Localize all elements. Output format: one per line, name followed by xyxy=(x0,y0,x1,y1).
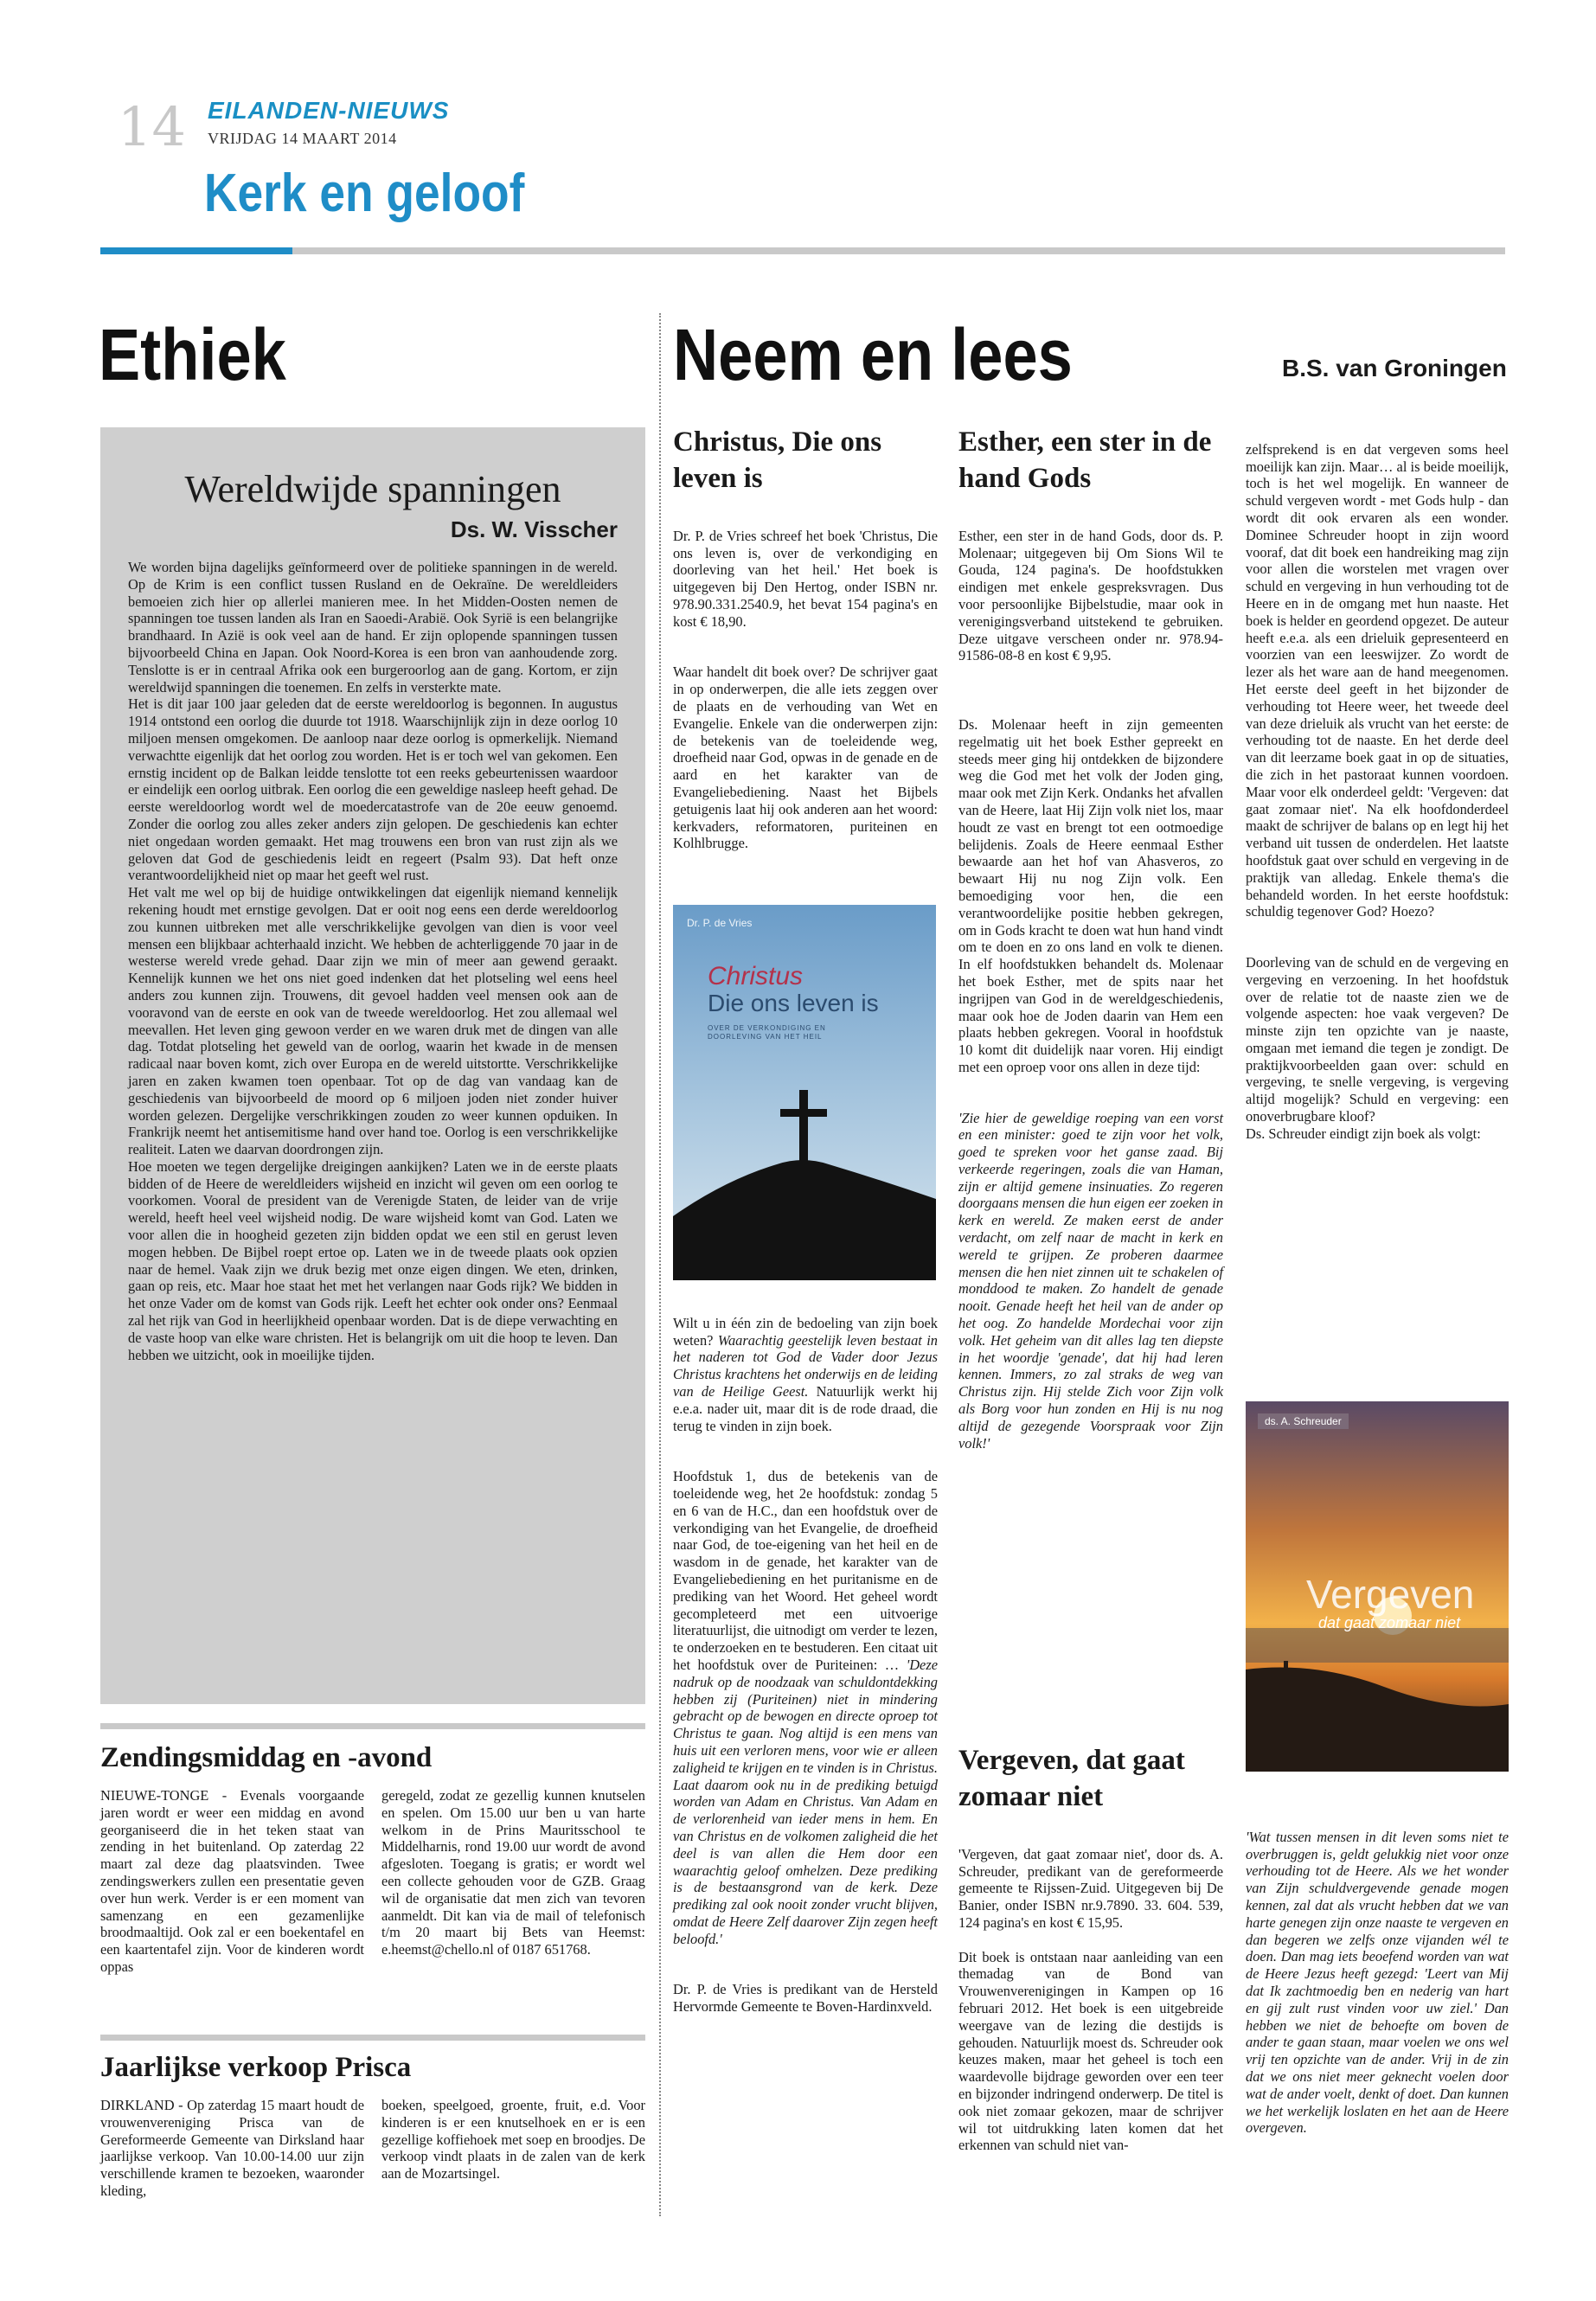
article-body: We worden bijna dagelijks geïnformeerd over de politieke spanningen in de wereld. Op de Krim is een conflict tussen Rusland en de Oekraïne. De wereldleiders bemoeien zich hier op allerlei manieren mee. In het Midden-Oosten nemen de spanningen toe tussen landen als Iran en Saoedi-Arabië. Ook Syrië is een belangrijke brandhaard. In Azië is ook veel aan de hand. Er zijn oplopende spanningen tussen bijvoorbeeld China en Japan. Ook Noord-Korea is een bron van aanhoudende zorg. Tenslotte is er in centraal Afrika ook een burgeroorlog aan de gang. Kortom, er zijn wereldwijd spanningen die toenemen. En zelfs in versterkte mate. Het is dit jaar 100 jaar geleden dat de eerste wereldoorlog is begonnen. In augustus 1914 ontstond een oorlog die duurde tot 1918. Waarschijnlijk zijn in deze oorlog 10 miljoen mensen omgekomen. De aanloop naar deze oorlog is opmerkelijk. Niemand verwachtte eigenlijk dat het oorlog zou worden. Het is er toch wel van gekomen. Een ernstig incident op de Balkan leidde tenslotte tot een reeks gebeurtenissen waardoor er eindelijk een oorlog uitbrak. Een oorlog die een geweldige nasleep heeft gehad. De eerste wereldoorlog wordt wel de moedercatastrofe van de 20e eeuw genoemd. Zonder die oorlog zou alles zeker anders zijn gelopen. De geschiedenis kan echter niet ongedaan worden gemaakt. Het mag trouwens een bron van rust zijn als we geloven dat God de geschiedenis leidt en regeert (Psalm 93). Dat heft onze verantwoordelijkheid niet op maar het geeft wel rust. Het valt me wel op bij de huidige ontwikkelingen dat eigenlijk niemand kennelijk rekening houdt met ernstige gevolgen. Dat er ooit nog eens een derde wereldoorlog zou kunnen uitbreken met alle verschrikkelijke gevolgen van dien is voor veel mensen een blijkbaar achterhaald inzicht. We hebben de achterliggende 70 jaar in de westerse wereld vrede gehad. Daar zijn we min of meer aan gewend geraakt. Kennelijk kunnen we het ons niet goed indenken dat het plotseling wel eens heel anders zou kunnen zijn. Trouwens, dit gevoel hadden veel mensen ook aan de vooravond van de eerste en ook van de tweede wereldoorlog. Het zou allemaal wel meevallen. Het leven ging gewoon verder en we waren druk met de dingen van alle dag. Totdat plotseling het geweld van de oorlog, waarin het kwade in de mensen radicaal naar boven komt, zich over Europa en de wereld uitstortte. Verschrikkelijke jaren en zaken kwamen toen openbaar. Tot op de dag van vandaag kan de geschiedenis van bijvoorbeeld de moord op 6 miljoen joden niet zonder huiver worden gelezen. Dergelijke verschrikkingen zouden zo weer kunnen opduiken. In Frankrijk neemt het antisemitisme hand over hand toe. Oorlog is een verschrikkelijke realiteit. Laten we daarvan doordrongen zijn. Hoe moeten we tegen dergelijke dreigingen aankijken? Laten we in de eerste plaats bidden of de Heere de wereldleiders wijsheid en inzicht wil geven om een oorlog te voorkomen. Vooral de president van de Verenigde Staten, de leider van de vrije wereld, heeft heel veel wijsheid nodig. De ware wijsheid komt van God. Laten we voor allen die in hoogheid gezeten zijn bidden opdat we een stil en gerust leven mogen hebben. De Bijbel roept ertoe op. Laten we in de tweede plaats ook opzien naar de hemel. Vaak zijn we druk bezig met onze eigen dingen. We eten, drinken, gaan op reis, etc. Maar hoe staat het met het verlangen naar Gods rijk? We bidden in het onze Vader om de komst van Gods rijk. Leeft het echter ook onder ons? Eenmaal zal het rijk van God in heerlijkheid openbaar worden. Dat is de diepe verwachting en de vaste hoop van elke ware christen. Het is belangrijk om uit die hoop te leven. Dan hebben we uitzicht, ook in moeilijke tijden. xyxy=(128,559,618,1363)
zending-title: Zendingsmiddag en -avond xyxy=(100,1742,433,1773)
ethiek-heading: Ethiek xyxy=(99,314,286,395)
section-rule-accent xyxy=(100,247,292,254)
section-title: Kerk en geloof xyxy=(204,163,525,223)
paragraph: Ds. Molenaar heeft in zijn gemeenten regelmatig uit het boek Esther gepreekt en steeds meer ging hij ontdekken de bijzondere weg die God met het volk der Joden ging, maar ook met Zijn Kerk. Ondanks het afvallen van de Heere, laat Hij Zijn volk niet los, maar houdt ze vast en brengt tot een ootmoedige belijdenis. Zoals de Heere eenmaal Esther bewaarde aan het hof van Ahasveros, zo bewaart Hij nu nog Zijn volk. Een bemoediging voor hen, die een verantwoordelijke positie hebben gekregen, om in Gods kracht te doen wat hun hand vindt om te doen en zo ons land en volk te dienen. In elf hoofdstukken behandelt ds. Molenaar het boek Esther, met de spits naar het ingrijpen van God in de wereldgeschiedenis, maar ook hoe de Joden daarin van Hem een plaats hebben gekregen. Vooral in hoofdstuk 10 komt dit duidelijk naar voren. Hij eindigt met een oproep voor ons allen in deze tijd: xyxy=(958,715,1223,1075)
book-cover-christus xyxy=(673,905,936,1280)
vergeven-body xyxy=(958,1829,1223,2171)
divider-rule xyxy=(100,1723,645,1729)
prisca-title: Jaarlijkse verkoop Prisca xyxy=(100,2052,412,2083)
cover-title: Vergeven xyxy=(1306,1572,1475,1617)
prisca-col-1: DIRKLAND - Op zaterdag 15 maart houdt de vrouwenvereniging Prisca van de Gereformeerde Gemeente van Dirksland haar jaarlijkse verkoop. Van 10.00-14.00 uur zijn verschillende kramen te bezoeken, waaronder kleding, xyxy=(100,2097,364,2199)
quote-paragraph: 'Zie hier de geweldige roeping van een vorst en een minister: goed te zijn voor het volk, goed te spreken voor het ganse zaad. Bij verkeerde regeringen, zoals die van Haman, zijn er altijd gemene insinuaties. Zo regeren doorgaans mensen die hun eigen eer zoeken in kerk en wereld. Ze maken eerst de ander verdacht, om zelf naar de macht in kerk en wereld te grijpen. Ze proberen daarmee mensen die hen niet zinnen uit te schakelen of monddood te maken. Zo handelt de genade nooit. Genade heeft het heil van de ander op het oog. Zo handelde Mordechai voor zijn volk. Het geheim van dit alles lag ten diepste in het woordje 'genade', dat hij had leren kennen. Immers, zo zal straks de weg van Christus zijn. Hij stelde Zich voor Zijn volk als Borg voor hun zonden en Hij is nu nog altijd de gezegende Voorspraak voor Zijn volk!' xyxy=(958,1109,1223,1452)
quote-paragraph: 'Wat tussen mensen in dit leven soms niet te overbruggen is, geldt gelukkig niet voor onze verhouding tot de Heere. Als we het wonder van Zijn schuldvergevende genade mogen kennen, zal dat als vrucht hebben dat we van harte genegen zijn onze naaste te vergeven en dan begeren we zelfs onze vijanden wél te doen. Dan mag iets beoefend worden van wat de Heere Jezus heeft gezegd: 'Leert van Mij dat Ik zachtmoedig ben en nederig van hart en gij zult rust vinden voor uw ziel.' Dan hebben we niet de behoefte om boven de ander te gaan staan, maar voelen we ons wel vrij ten opzichte van de ander. Vrij in de zin dat we ons niet meer geknecht voelen door wat de ander voelt, denkt of doet. Dan kunnen we het werkelijk loslaten en het aan de Heere overgeven. xyxy=(1246,1828,1509,2137)
vergeven-title: Vergeven, dat gaat zomaar niet xyxy=(958,1745,1185,1812)
text-run: Natuurlijk werkt hij e.e.a. nader uit, maar dit is de rode draad, die terug te vinden in zijn boek. xyxy=(673,1382,938,1434)
column-divider xyxy=(659,313,661,2216)
christus-body-top xyxy=(673,510,938,869)
christus-title: Christus, Die ons leven is xyxy=(673,426,882,494)
masthead-logo: EILANDEN-NIEUWS xyxy=(208,97,450,124)
paragraph: 'Vergeven, dat gaat zomaar niet', door ds. A. Schreuder, predikant van de gereformeerde gemeente te Rijssen-Zuid. Uitgegeven bij De Banier, onder ISBN nr.9.7890. 33. 604. 539, 124 pagina's en kost € 15,95. xyxy=(958,1845,1223,1931)
paragraph: Waar handelt dit boek over? De schrijver gaat in op onderwerpen, die alle iets zeggen over de plaats en de verhouding van Wet en Evangelie. Enkele van die onderwerpen zijn: de betekenis van de toeleidende weg, droefheid naar God, opwas in de genade en de aard en het karakter van de Evangeliebediening. Naast het Bijbels getuigenis laat hij ook anderen aan het woord: kerkvaders, reformatoren, puriteinen en Kolhlbrugge. xyxy=(673,663,938,852)
prisca-col-2: boeken, speelgoed, groente, fruit, e.d. Voor kinderen is er een knutselhoek en er is een gezellige koffiehoek met soep en broodjes. De verkoop vindt plaats in de zalen van de kerk aan de Mozartsingel. xyxy=(381,2097,645,2182)
quote-run: Waarachtig geestelijk leven bestaat in het naderen tot God de Vader door Jezus Christus krachtens het onderwijs en de leiding van de Heilige Geest. xyxy=(673,1331,938,1400)
zending-col-1: NIEUWE-TONGE - Evenals voorgaande jaren wordt er weer een middag en avond georganiseerd die in het teken staat van zending in het buitenland. Op zaterdag 22 maart zal deze dag plaatsvinden. Twee zendingswerkers zullen een presentatie geven over hun werk. Verder is er een moment van samenzang en een gezamenlijke broodmaaltijd. Ook zal er een boekentafel en een kaartentafel zijn. Voor de kinderen wordt oppas xyxy=(100,1787,364,1975)
quote-run: 'Deze nadruk op de noodzaak van schuldontdekking hebben zij (Puriteinen) niet in mindering gebracht op de bewogen en directe oproep tot Christus te gaan. Nog altijd is een mens van huis uit een verloren mens, voor wie er alleen zaligheid te krijgen en te vinden is in Christus. Laat daarom ook nu in de prediking betuigd worden van Adam en Christus. Van Adam en de verlorenheid van ieder mens in hem. En van Christus en de volkomen zaligheid die het deel is van allen die Hem door een waarachtig geloof omhelzen. Deze prediking is de bestaansgrond van de kerk. Deze prediking zal ook nooit zonder vrucht blijven, omdat de Heere Zelf daarover Zijn zegen heeft beloofd.' xyxy=(673,1656,938,1947)
zending-col-2: geregeld, zodat ze gezellig kunnen knutselen en spelen. Om 15.00 uur ben u van harte welkom in de Prins Mauritsschool te Middelharnis, rond 19.00 uur wordt de avond afgesloten. Toegang is gratis; er wordt wel een collecte gehouden voor de GZB. Graag wil de organisatie dat men zich van tevoren aanmeldt. Dit kan via de mail of telefonisch t/m 20 maart bij Bets van Heemst: e.heemst@chello.nl of 0187 651768. xyxy=(381,1787,645,1958)
article-author: Ds. W. Visscher xyxy=(450,516,618,542)
paragraph xyxy=(673,1315,938,1435)
cover-title: Christus xyxy=(708,962,804,990)
divider-rule xyxy=(100,2035,645,2041)
paragraph: Dr. P. de Vries is predikant van de Hersteld Hervormde Gemeente te Boven-Hardinxveld. xyxy=(673,1981,938,2016)
paragraph: zelfsprekend is en dat vergeven soms heel moeilijk kan zijn. Maar… al is beide moeilijk, toch is het wel mogelijk. En wanneer de schuld vergeven wordt - met Gods hulp - dan wordt dit ook ervaren als een wonder. Dominee Schreuder hoopt in zijn woord vooraf, dat dit boek een handreiking mag zijn voor allen die worstelen met vragen over schuld en vergeving in hun verhouding tot de Heere en in de omgang met hun naaste. Het boek is helder en geordend opgezet. De auteur heeft e.e.a. als een drieluik gepresenteerd en voorzien van een leeswijzer. Zo wordt de lezer als het ware aan de hand meegenomen. Het eerste deel geeft in het bijzonder de verhouding tot Heere weer, het tweede deel van deze drieluik als vrucht van het eerste: de verhouding tot de naaste. En het derde deel van dit leerzame boek gaat in op de situaties, die zich in het pastoraat kunnen voordoen. Maar voor elk onderdeel geldt: 'Vergeven: dat gaat zomaar niet'. Na elk hoofdonderdeel maakt de schrijver de balans op en legt hij het verband uit tussen de onderdelen. Het laatste hoofdstuk gaat over schuld en vergeving in de praktijk van alledag. Enkele thema's die behandeld worden. In het eerste hoofdstuk: schuldig tegenover God? Hoezo? xyxy=(1246,440,1509,920)
vergeven-continued xyxy=(1246,424,1509,1159)
paragraph: Dit boek is ontstaan naar aanleiding van een themadag van de Bond van Vrouwenverenigingen in Kampen op 16 februari 2012. Het boek is een uitgebreide weergave van de lezing die destijds is gehouden. Natuurlijk moest ds. Schreuder ook keuzes maken, maar het geheel is toch een waardevolle bijdrage geworden over een teer en bijzonder indringend onderwerp. De titel is ook niet zomaar gekozen, maar de schrijver wil tot uitdrukking laten komen dat het erkennen van schuld niet van- xyxy=(958,1948,1223,2154)
christus-body-bottom xyxy=(673,1298,938,2033)
text-run: Hoofdstuk 1, dus de betekenis van de toeleidende weg, het 2e hoofdstuk: zondag 5 en 6 van de H.C., dan een hoofdstuk over de verkondiging van het Evangelie, de droefheid naar God, de toe-eigening van het heil en de wasdom in de genade, het karakter van de Evangeliebediening en het puritanisme en de prediking van het Woord. Het geheel wordt gecompleteerd met een uitvoerige literatuurlijst, die uitnodigt om verder te lezen, te onderzoeken en te bestuderen. Een citaat uit het hoofdstuk over de Puriteinen: … xyxy=(673,1468,938,1673)
cover-author: Dr. P. de Vries xyxy=(687,917,753,929)
cover-tagline: OVER DE VERKONDIGING EN DOORLEVING VAN HET HEIL xyxy=(708,1024,826,1041)
esther-body xyxy=(958,510,1223,1469)
book-cover-vergeven xyxy=(1246,1401,1509,1772)
ethiek-article xyxy=(100,427,645,1704)
issue-date: VRIJDAG 14 MAART 2014 xyxy=(208,130,397,147)
section-rule xyxy=(292,247,1505,254)
cover-author: ds. A. Schreuder xyxy=(1258,1413,1349,1429)
paragraph xyxy=(673,1468,938,1947)
paragraph: Dr. P. de Vries schreef het boek 'Christus, Die ons leven is, over de verkondiging en doorleving van het heil.' Het boek is uitgegeven bij Den Hertog, onder ISBN nr. 978.90.331.2540.9, het bevat 154 pagina's en kost € 18,90. xyxy=(673,527,938,630)
text-run: Wilt u in één zin de bedoeling van zijn boek weten? xyxy=(673,1314,938,1349)
cover-subtitle: Die ons leven is xyxy=(708,990,879,1016)
paragraph: Doorleving van de schuld en de vergeving en vergeving en verzoening. In het hoofdstuk over de relatie tot de naaste zien we de volgende aspecten: hoe vaak vergeven? De minste zijn ten opzichte van je naaste, omgaan met iemand die tegen je zondigt. De praktijkvoorbeelden gaan over: schuld en vergeving, te snelle vergeving, is vergeving altijd mogelijk? Schuld en vergeving: een onoverbrugbare kloof? Ds. Schreuder eindigt zijn boek als volgt: xyxy=(1246,953,1509,1142)
esther-title: Esther, een ster in de hand Gods xyxy=(958,426,1212,494)
vergeven-final-quote xyxy=(1246,1811,1509,2154)
paragraph: Esther, een ster in de hand Gods, door ds. P. Molenaar; uitgegeven bij Om Sions Wil te Gouda, 124 pagina's. De hoofdstukken eindigen met enkele gespreksvragen. Dus voor persoonlijke Bijbelstudie, maar ook in verenigingsverband uitstekend te gebruiken. Deze uitgave verscheen onder nr. 978.94-91586-08-8 en kost € 9,95. xyxy=(958,527,1223,664)
article-title: Wereldwijde spanningen xyxy=(184,468,561,510)
cover-subtitle: dat gaat zomaar niet xyxy=(1318,1614,1461,1631)
page-number: 14 xyxy=(118,95,186,158)
column-author: B.S. van Groningen xyxy=(1282,355,1507,381)
neem-en-lees-heading: Neem en lees xyxy=(673,314,1073,395)
